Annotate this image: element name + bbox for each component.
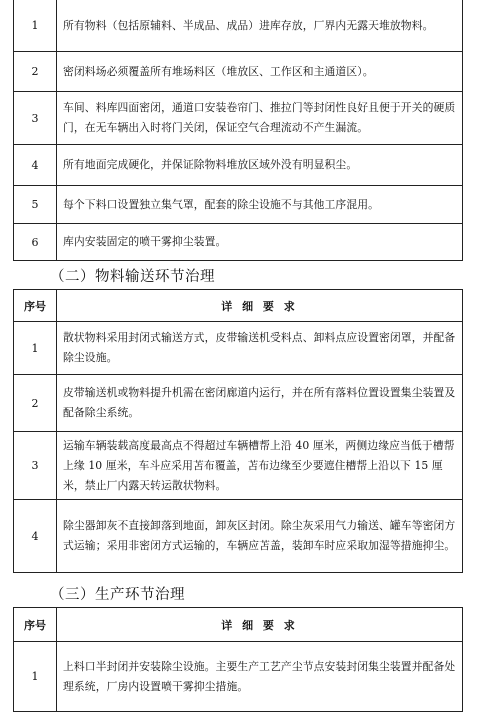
row-number: 2 <box>14 375 57 432</box>
row-number: 1 <box>14 642 57 712</box>
row-text: 库内安装固定的喷干雾抑尘装置。 <box>57 224 463 261</box>
row-number: 4 <box>14 145 57 186</box>
row-text: 所有物料（包括原辅料、半成品、成品）进库存放，厂界内无露天堆放物料。 <box>57 0 463 52</box>
dust-control-table-1 <box>13 0 463 261</box>
dust-control-table-2 <box>13 289 463 573</box>
table-row <box>14 224 463 261</box>
row-number: 3 <box>14 92 57 145</box>
row-text: 车间、料库四面密闭，通道口安装卷帘门、推拉门等封闭性良好且便于开关的硬质门，在无车辆出入时将门关闭，保证空气合理流动不产生漏流。 <box>57 92 463 145</box>
table-header-row <box>14 290 463 322</box>
section-title-material-transport: （二）物料输送环节治理 <box>50 269 215 285</box>
row-text: 所有地面完成硬化，并保证除物料堆放区域外没有明显积尘。 <box>57 145 463 186</box>
header-serial-number: 序号 <box>14 608 57 642</box>
header-serial-number: 序号 <box>14 290 57 322</box>
table-row <box>14 0 463 52</box>
table-row <box>14 52 463 92</box>
row-number: 6 <box>14 224 57 261</box>
table-row <box>14 322 463 375</box>
dust-control-table-3 <box>13 607 463 712</box>
table-row <box>14 92 463 145</box>
row-text: 每个下料口设置独立集气罩，配套的除尘设施不与其他工序混用。 <box>57 186 463 224</box>
table-row <box>14 642 463 712</box>
table-header-row <box>14 608 463 642</box>
row-text: 皮带输送机或物料提升机需在密闭廊道内运行，并在所有落料位置设置集尘装置及配备除尘系统。 <box>57 375 463 432</box>
table-row <box>14 500 463 573</box>
table-row <box>14 186 463 224</box>
row-number: 4 <box>14 500 57 573</box>
row-text: 散状物料采用封闭式输送方式，皮带输送机受料点、卸料点应设置密闭罩，并配备除尘设施。 <box>57 322 463 375</box>
section-title-production: （三）生产环节治理 <box>50 587 185 603</box>
header-detailed-requirements: 详 细 要 求 <box>57 608 463 642</box>
header-detailed-requirements: 详 细 要 求 <box>57 290 463 322</box>
row-number: 3 <box>14 432 57 500</box>
row-text: 除尘器卸灰不直接卸落到地面，卸灰区封闭。除尘灰采用气力输送、罐车等密闭方式运输；采用非密闭方式运输的，车辆应苫盖，装卸车时应采取加湿等措施抑尘。 <box>57 500 463 573</box>
row-text: 运输车辆装载高度最高点不得超过车辆槽帮上沿 40 厘米，两侧边缘应当低于槽帮上缘 10 厘米，车斗应采用苫布覆盖，苫布边缘至少要遮住槽帮上沿以下 15 厘米，禁止厂内露天转运散状物料。 <box>57 432 463 500</box>
table-row <box>14 375 463 432</box>
row-number: 2 <box>14 52 57 92</box>
row-number: 1 <box>14 0 57 52</box>
row-text: 密闭料场必须覆盖所有堆场料区（堆放区、工作区和主通道区）。 <box>57 52 463 92</box>
table-row <box>14 432 463 500</box>
row-number: 1 <box>14 322 57 375</box>
row-text: 上料口半封闭并安装除尘设施。主要生产工艺产尘节点安装封闭集尘装置并配备处理系统，厂房内设置喷干雾抑尘措施。 <box>57 642 463 712</box>
row-number: 5 <box>14 186 57 224</box>
table-row <box>14 145 463 186</box>
